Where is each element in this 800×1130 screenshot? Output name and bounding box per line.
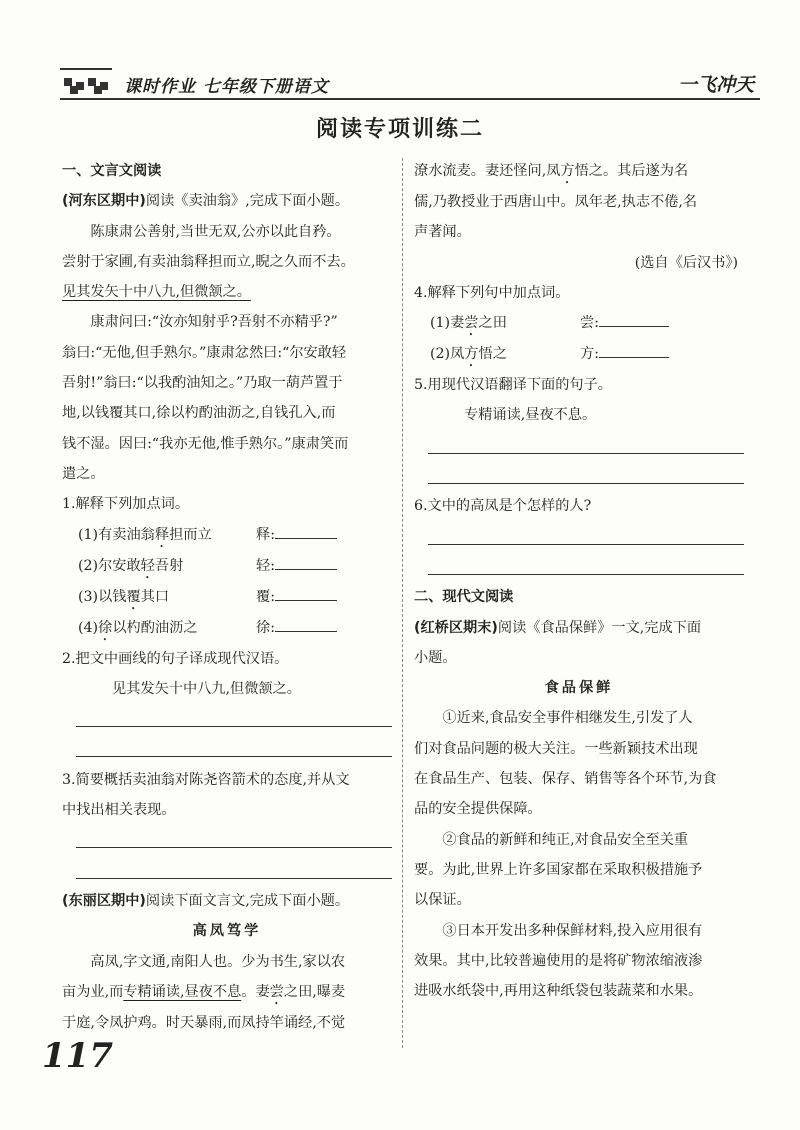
question-6: 6.文中的高凤是个怎样的人? (414, 498, 592, 515)
passage-line: 吾射!”翁曰:“以我酌油知之。”乃取一葫芦置于 (62, 375, 343, 392)
question-item: (3)以钱覆其口 覆: (62, 582, 392, 613)
passage-line: 地,以钱覆其口,徐以杓酌油沥之,自钱孔入,而 (62, 405, 336, 422)
question-3-cont: 中找出相关表现。 (62, 802, 176, 819)
passage-instruction: (河东区期中)阅读《卖油翁》,完成下面小题。 (62, 193, 350, 210)
answer-blank[interactable] (275, 582, 337, 601)
header-brand: 一飞冲天 (677, 74, 754, 96)
translate-sentence: 见其发矢十中八九,但微颔之。 (112, 680, 301, 697)
passage-instruction: (东丽区期中)阅读下面文言文,完成下面小题。 (62, 892, 350, 909)
passage-line: 翁曰:“无他,但手熟尔。”康肃忿然曰:“尔安敢轻 (62, 344, 347, 361)
answer-line[interactable] (62, 704, 392, 734)
page-header (60, 62, 760, 100)
passage-line: 钱不湿。因曰:“我亦无他,惟手熟尔。”康肃笑而 (62, 435, 349, 452)
question-2: 2.把文中画线的句子译成现代汉语。 (62, 650, 289, 667)
article-line: 品的安全提供保障。 (414, 801, 542, 818)
question-item: (1)有卖油翁释担而立 释: (62, 520, 392, 551)
article-line: 要。为此,世界上许多国家都在采取积极措施予 (414, 861, 703, 878)
passage-line: 于庭,令凤护鸡。时天暴雨,而凤持竿诵经,不觉 (62, 1014, 346, 1031)
question-4: 4.解释下列句中加点词。 (414, 284, 570, 301)
answer-blank[interactable] (599, 339, 669, 358)
article-line: 进吸水纸袋中,再用这种纸袋包装蔬菜和水果。 (414, 983, 703, 1000)
checkered-logo-icon (60, 68, 112, 94)
article-line: ③日本开发出多种保鲜材料,投入应用很有 (442, 922, 703, 939)
answer-line[interactable] (62, 856, 392, 886)
passage-line: 声著闻。 (414, 224, 471, 241)
passage-line: 亩为业,而专精诵读,昼夜不息。妻尝之田,曝麦 (62, 983, 346, 1000)
left-column (62, 156, 392, 1038)
answer-blank[interactable] (275, 551, 337, 570)
passage-line: 儒,乃教授业于西唐山中。凤年老,执志不倦,名 (414, 194, 698, 210)
question-5: 5.用现代汉语翻译下面的句子。 (414, 377, 612, 394)
header-series: 课时作业 七年级下册语文 (124, 77, 329, 97)
question-1: 1.解释下列加点词。 (62, 496, 190, 513)
question-item: (2)凤方悟之 方: (414, 339, 744, 370)
article-line: 们对食品问题的极大关注。一些新颖技术出现 (414, 740, 698, 757)
article-line: ①近来,食品安全事件相继发生,引发了人 (442, 710, 693, 727)
answer-line[interactable] (414, 461, 744, 491)
answer-blank[interactable] (275, 520, 337, 539)
passage-line: 尝射于家圃,有卖油翁释担而立,睨之久而不去。 (62, 253, 355, 270)
answer-blank[interactable] (275, 613, 337, 632)
passage-line: 陈康肃公善射,当世无双,公亦以此自矜。 (90, 223, 341, 240)
translate-sentence: 专精诵读,昼夜不息。 (464, 407, 597, 424)
column-divider (402, 158, 403, 1048)
question-3: 3.简要概括卖油翁对陈尧咨箭术的态度,并从文 (62, 771, 350, 788)
passage-line-underlined: 见其发矢十中八九,但微颔之。 (62, 284, 251, 301)
passage-line: 高凤,字文通,南阳人也。少为书生,家以农 (90, 953, 346, 970)
section-heading-classical: 一、文言文阅读 (62, 163, 162, 179)
section-heading-modern: 二、现代文阅读 (414, 589, 514, 606)
passage-line: 遣之。 (62, 465, 105, 482)
passage-title: 食品保鲜 (544, 680, 614, 697)
question-item: (2)尔安敢轻吾射 轻: (62, 551, 392, 582)
answer-line[interactable] (414, 431, 744, 461)
question-item: (1)妻尝之田 尝: (414, 308, 744, 339)
answer-line[interactable] (62, 734, 392, 764)
answer-blank[interactable] (599, 308, 669, 327)
article-line: 以保证。 (414, 892, 471, 909)
article-line: ②食品的新鲜和纯正,对食品安全至关重 (442, 831, 689, 848)
article-line: 在食品生产、包装、保存、销售等各个环节,为食 (414, 771, 717, 788)
article-line: 效果。其中,比较普遍使用的是将矿物浓缩液渗 (414, 952, 703, 969)
right-column (414, 156, 744, 1006)
passage-line: 潦水流麦。妻还怪问,凤方悟之。其后遂为名 (414, 163, 689, 179)
page-title: 阅读专项训练二 (315, 117, 484, 142)
passage-title: 高凤笃学 (192, 923, 262, 940)
passage-instruction-cont: 小题。 (414, 649, 457, 666)
passage-line: 康肃问曰:“汝亦知射乎?吾射不亦精乎?” (90, 314, 338, 331)
page-number: 117 (42, 1036, 113, 1076)
answer-line[interactable] (414, 552, 744, 582)
header-divider (60, 98, 760, 100)
passage-instruction: (红桥区期末)阅读《食品保鲜》一文,完成下面 (414, 619, 702, 636)
question-item: (4)徐以杓酌油沥之 徐: (62, 613, 392, 644)
answer-line[interactable] (62, 825, 392, 855)
source-citation: (选自《后汉书》) (634, 254, 738, 271)
answer-line[interactable] (414, 522, 744, 552)
